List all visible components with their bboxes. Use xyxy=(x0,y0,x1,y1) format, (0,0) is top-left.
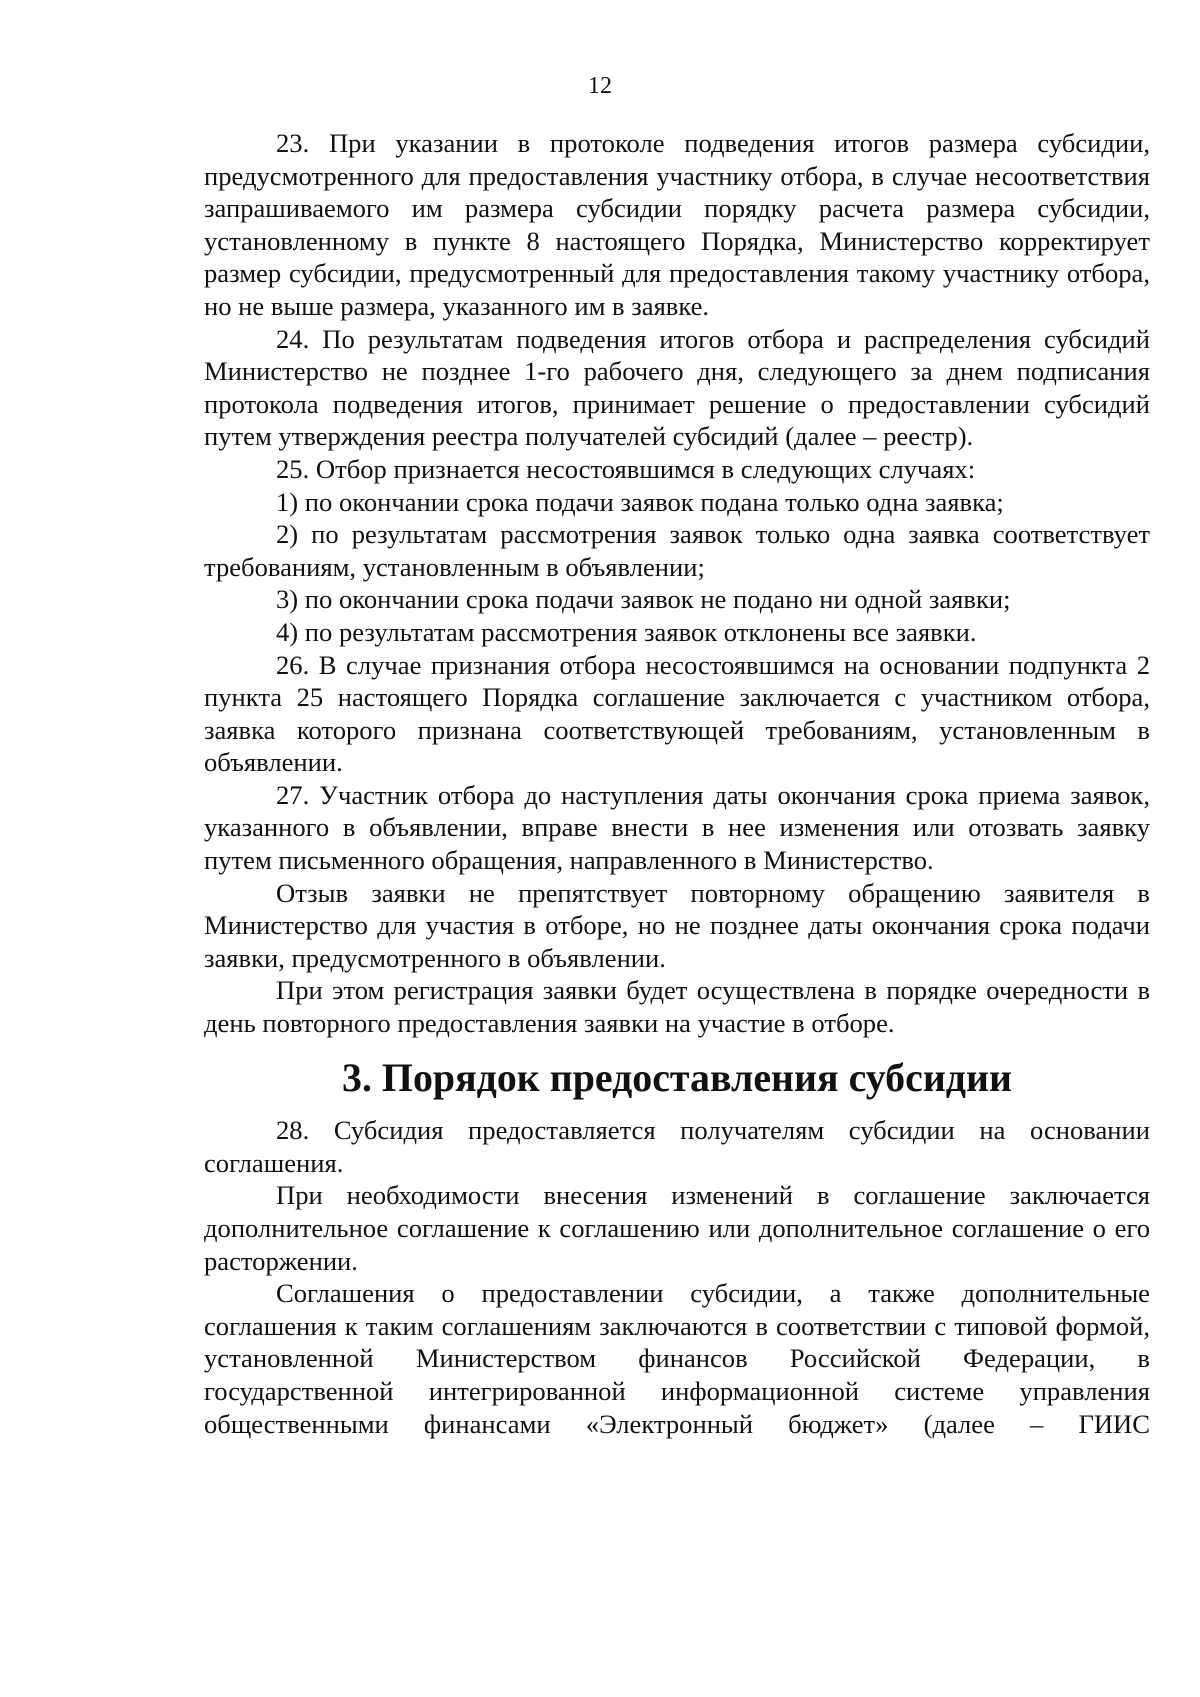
paragraph-27-registration: При этом регистрация заявки будет осуществлена в порядке очередности в день повторного предоставления заявки на участие в отборе. xyxy=(204,975,1150,1039)
paragraph-26: 26. В случае признания отбора несостоявшимся на основании подпункта 2 пункта 25 настоящего Порядка соглашение заключается с участником отбора, заявка которого признана соответствующей требованиям, установленным в объявлении. xyxy=(204,649,1150,778)
section-heading: 3. Порядок предоставления субсидии xyxy=(342,1054,1012,1100)
paragraph-27-withdrawal: Отзыв заявки не препятствует повторному обращению заявителя в Министерство для участия в отборе, но не позднее даты окончания срока подачи заявки, предусмотренного в объявлении. xyxy=(204,877,1150,973)
document-body xyxy=(204,127,1150,1440)
paragraph-25: 25. Отбор признается несостоявшимся в следующих случаях: xyxy=(276,453,976,484)
list-item-25-1: 1) по окончании срока подачи заявок подана только одна заявка; xyxy=(276,486,1004,517)
list-item-25-4: 4) по результатам рассмотрения заявок отклонены все заявки. xyxy=(276,616,977,647)
list-item-25-2: 2) по результатам рассмотрения заявок только одна заявка соответствует требованиям, установленным в объявлении; xyxy=(204,519,1150,582)
paragraph-24: 24. По результатам подведения итогов отбора и распределения субсидий Министерство не позднее 1-го рабочего дня, следующего за днем подписания протокола подведения итогов, принимает решение о предоставлении субсидий путем утверждения реестра получателей субсидий (далее – реестр). xyxy=(204,323,1150,452)
paragraph-27: 27. Участник отбора до наступления даты окончания срока приема заявок, указанного в объявлении, вправе внести в нее изменения или отозвать заявку путем письменного обращения, направленного в Министерство. xyxy=(204,779,1150,876)
list-item-25-3: 3) по окончании срока подачи заявок не подано ни одной заявки; xyxy=(276,584,1011,615)
paragraph-28-amendments: При необходимости внесения изменений в соглашение заключается дополнительное соглашение к соглашению или дополнительное соглашение о его расторжении. xyxy=(204,1180,1150,1276)
paragraph-28-agreements: Соглашения о предоставлении субсидии, а также дополнительные соглашения к таким соглашениям заключаются в соответствии с типовой формой, установленной Министерством финансов Российской Федерации, в государственной интегрированной информационной системе управления общественными финансами «Электронный бюджет» (далее – ГИИС xyxy=(204,1278,1150,1439)
paragraph-23: 23. При указании в протоколе подведения итогов размера субсидии, предусмотренного для предоставления участнику отбора, в случае несоответствия запрашиваемого им размера субсидии порядку расчета размера субсидии, установленному в пункте 8 настоящего Порядка, Министерство корректирует размер субсидии, предусмотренный для предоставления такому участнику отбора, но не выше размера, указанного им в заявке. xyxy=(204,128,1150,321)
paragraph-28: 28. Субсидия предоставляется получателям субсидии на основании соглашения. xyxy=(204,1115,1150,1178)
page-number: 12 xyxy=(588,73,612,99)
